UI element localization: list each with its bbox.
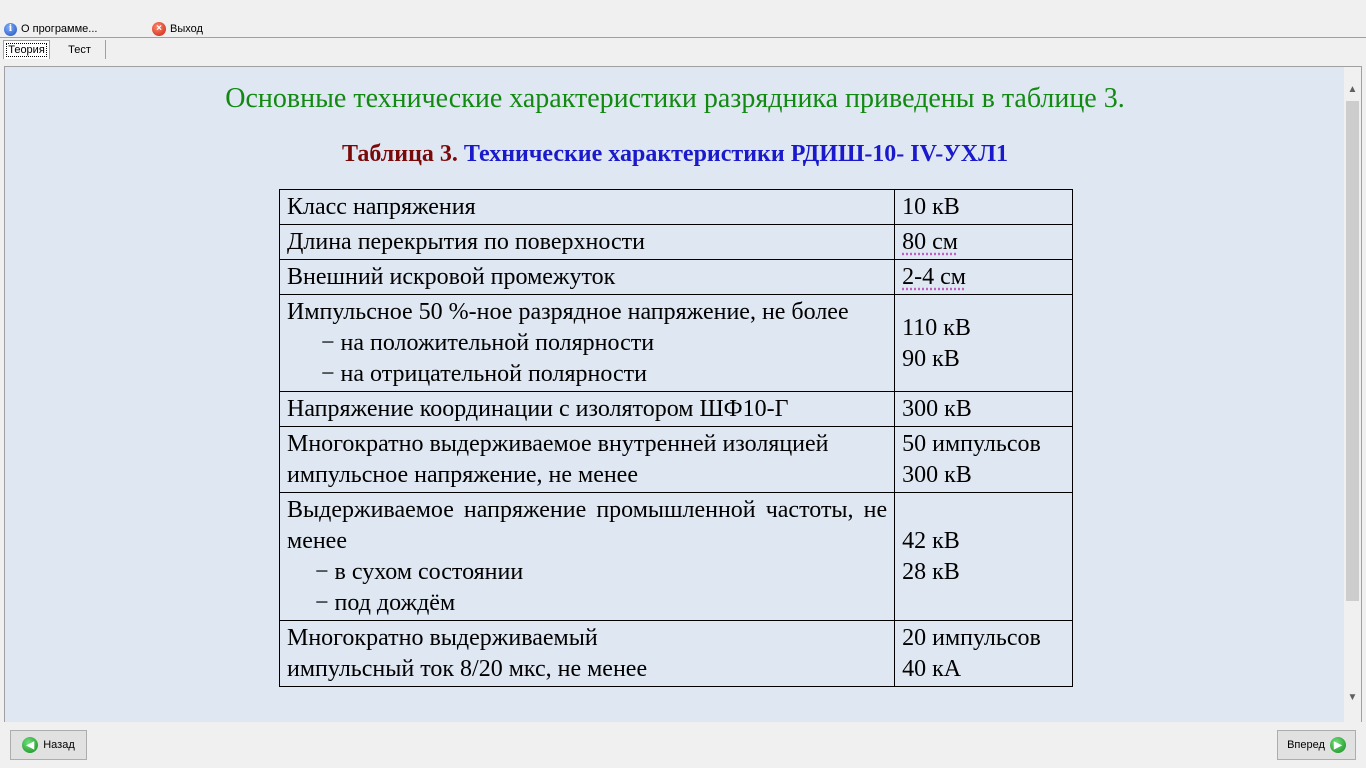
back-button-label: Назад: [43, 739, 75, 751]
close-icon: ×: [152, 22, 166, 36]
spec-value: 2-4 см: [895, 260, 1073, 295]
info-icon: i: [4, 23, 17, 36]
spec-name: Импульсное 50 %-ное разрядное напряжение, не более − на положительной полярности − на отрицательной полярности: [280, 295, 895, 392]
spec-value: 300 кВ: [895, 392, 1073, 427]
table-row: [280, 493, 1073, 621]
next-button-label: Вперед: [1287, 739, 1325, 751]
menu-about-label: О программе...: [21, 23, 98, 35]
spec-name: Многократно выдерживаемый импульсный ток 8/20 мкс, не менее: [280, 621, 895, 687]
table-row: [280, 392, 1073, 427]
spec-value: 42 кВ 28 кВ: [895, 493, 1073, 621]
content-area: [5, 67, 1345, 722]
spec-value: 50 импульсов 300 кВ: [895, 427, 1073, 493]
spec-value: 10 кВ: [895, 190, 1073, 225]
menu-exit[interactable]: [152, 20, 203, 38]
scroll-thumb[interactable]: [1346, 101, 1359, 601]
menu-bar: [0, 0, 1366, 38]
tab-theory[interactable]: Теория: [3, 40, 50, 59]
spec-name: Многократно выдерживаемое внутренней изоляцией импульсное напряжение, не менее: [280, 427, 895, 493]
specs-table: [279, 189, 1073, 687]
spec-name: Длина перекрытия по поверхности: [280, 225, 895, 260]
table-row: [280, 295, 1073, 392]
spec-name: Напряжение координации с изолятором ШФ10-Г: [280, 392, 895, 427]
menu-exit-label: Выход: [170, 23, 203, 35]
arrow-left-icon: ◀: [22, 737, 38, 753]
table-caption-title: Технические характеристики РДИШ-10- IV-УХЛ1: [463, 141, 1009, 167]
table-row: [280, 260, 1073, 295]
spec-value: 80 см: [895, 225, 1073, 260]
content-frame: [4, 66, 1362, 722]
spec-name: Выдерживаемое напряжение промышленной частоты, не менее − в сухом состоянии − под дождём: [280, 493, 895, 621]
table-row: [280, 427, 1073, 493]
back-button[interactable]: [10, 730, 87, 760]
table-caption-prefix: Таблица 3.: [341, 141, 458, 167]
menu-about[interactable]: [4, 20, 97, 38]
table-row: [280, 621, 1073, 687]
table-caption: [5, 141, 1345, 168]
spec-name: Внешний искровой промежуток: [280, 260, 895, 295]
spec-value: 110 кВ 90 кВ: [895, 295, 1073, 392]
tab-strip: [0, 38, 1366, 62]
scroll-down-icon[interactable]: ▼: [1347, 691, 1358, 703]
spec-name: Класс напряжения: [280, 190, 895, 225]
table-row: [280, 190, 1073, 225]
tab-test[interactable]: Тест: [54, 40, 106, 59]
table-row: [280, 225, 1073, 260]
next-button[interactable]: [1277, 730, 1356, 760]
page-heading: Основные технические характеристики разрядника приведены в таблице 3.: [225, 83, 1125, 114]
footer-bar: [0, 722, 1366, 768]
spec-value: 20 импульсов 40 кА: [895, 621, 1073, 687]
vertical-scrollbar[interactable]: [1344, 67, 1361, 722]
scroll-up-icon[interactable]: ▲: [1347, 83, 1358, 95]
arrow-right-icon: ▶: [1330, 737, 1346, 753]
